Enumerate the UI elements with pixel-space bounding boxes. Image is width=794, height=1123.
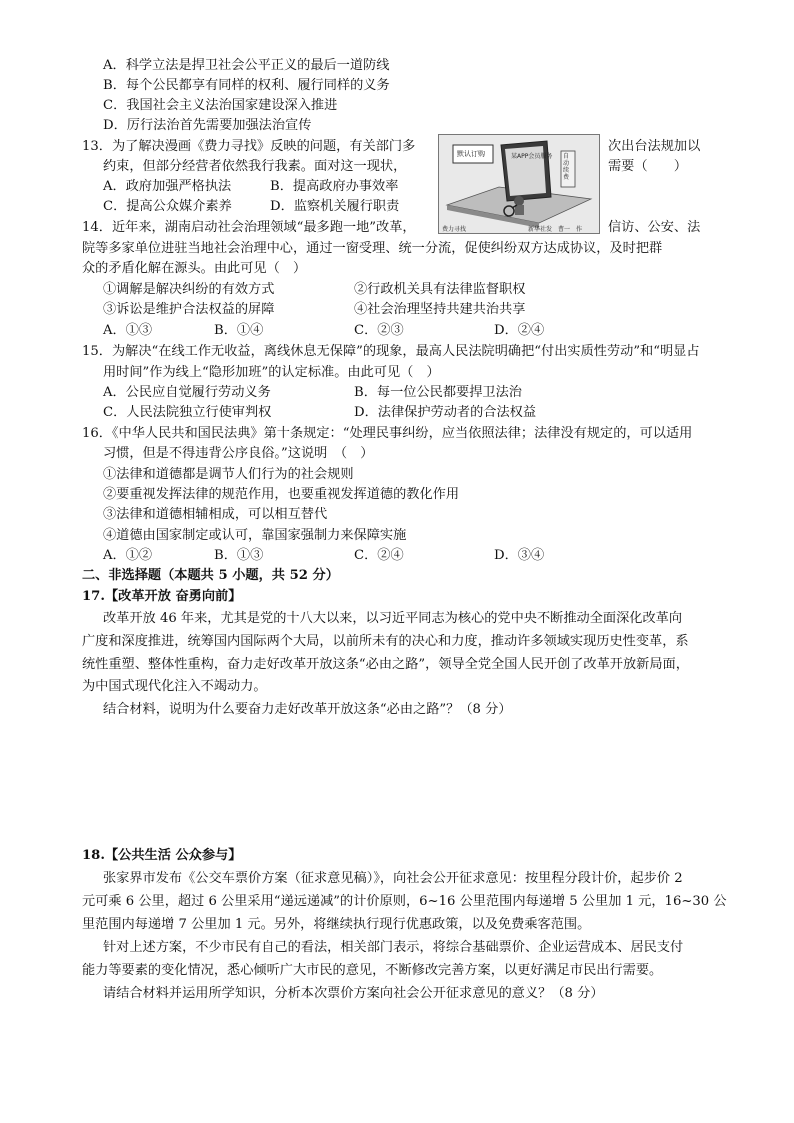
q14-stem-line3: 众的矛盾化解在源头。由此可见（ ） [82,261,307,276]
q17-paragraph-line1: 改革开放 46 年来，尤其是党的十八大以来，以习近平同志为核心的党中央不断推动全面深化改革向 [103,611,683,626]
section-heading-nonchoice: 二、非选择题（本题共 5 小题，共 52 分） [82,568,339,583]
q16-stem-line1: 16．《中华人民共和国民法典》第十条规定：“处理民事纠纷，应当依照法律；法律没有规定的，可以适用 [82,426,693,441]
q17-paragraph-line3: 统性重塑、整体性重构，奋力走好改革开放这条“必由之路”，领导全党全国人民开创了改革开放新局面， [82,657,689,672]
q18-title: 18.【公共生活 公众参与】 [82,848,242,863]
q18-paragraph-line5: 能力等要素的变化情况，悉心倾听广大市民的意见，不断修改完善方案，以更好满足市民出行需要。 [82,963,663,978]
q17-paragraph-line4: 为中国式现代化注入不竭动力。 [82,679,267,694]
q18-question: 请结合材料并运用所学知识，分析本次票价方案向社会公开征求意见的意义？（8 分） [103,986,604,1001]
q13-option-a: A．政府加强严格执法 [103,179,232,194]
q16-option-b: B．①③ [214,548,264,563]
q17-title: 17.【改革开放 奋勇向前】 [82,589,242,604]
q16-statement-3: ③法律和道德相辅相成，可以相互替代 [103,507,328,522]
cartoon-caption-title: 费力寻找 [442,226,467,233]
q15-stem-line2: 用时间”作为线上“隐形加班”的认定标准。由此可见（ ） [103,365,440,380]
q13-option-b: B．提高政府办事效率 [270,179,399,194]
q16-statement-4: ④道德由国家制定或认可，靠国家强制力来保障实施 [103,528,407,543]
q15-stem-line1: 15．为解决“在线工作无收益，离线休息无保障”的现象，最高人民法院明确把“付出实质性劳动”和“明显占 [82,344,700,359]
q13-option-d: D．监察机关履行职责 [270,199,400,214]
q14-statement-1: ①调解是解决纠纷的有效方式 [103,282,275,297]
q18-paragraph-line3: 里范围内每递增 7 公里加 1 元。另外，将继续执行现行优惠政策，以及免费乘客范围。 [82,917,591,932]
q13-stem-line1-right: 次出台法规加以 [608,139,701,154]
q18-paragraph-line2: 元可乘 6 公里，超过 6 公里采用“递远递减”的计价原则，6~16 公里范围内每递增 5 公里加 1 元，16~30 公 [82,894,727,909]
q18-paragraph-line1: 张家界市发布《公交车票价方案（征求意见稿）》，向社会公开征求意见：按里程分段计价，起步价 2 [103,871,683,886]
q14-stem-line1: 14．近年来，湖南启动社会治理领域“最多跑一地”改革， [82,220,416,235]
q14-statement-3: ③诉讼是维护合法权益的屏障 [103,302,275,317]
cartoon-card-text: 某APP会员服务 [511,153,553,160]
q14-option-b: B．①④ [214,323,264,338]
q16-stem-line2: 习惯，但是不得违背公序良俗。”这说明 （ ） [103,446,374,461]
q16-option-d: D．③④ [494,548,545,563]
q15-option-a: A．公民应自觉履行劳动义务 [103,385,271,400]
q16-option-c: C．②④ [354,548,404,563]
q15-option-b: B．每一位公民都要捍卫法治 [354,385,522,400]
cartoon-caption-credit: 新华社发 曹一 作 [528,226,583,233]
q12-option-c: C．我国社会主义法治国家建设深入推进 [103,98,338,113]
q16-option-a: A．①② [103,548,153,563]
q13-stem-line2: 约束，但部分经营者依然我行我素。面对这一现状， [103,159,407,174]
q12-option-d: D．厉行法治首先需要加强法治宣传 [103,118,312,133]
q13-option-c: C．提高公众媒介素养 [103,199,232,214]
q12-option-a: A．科学立法是捍卫社会公平正义的最后一道防线 [103,58,390,73]
q14-option-a: A．①③ [103,323,153,338]
q14-stem-line1-right: 信访、公安、法 [608,220,701,235]
q14-option-d: D．②④ [494,323,545,338]
q15-option-d: D．法律保护劳动者的合法权益 [354,405,537,420]
q17-question: 结合材料，说明为什么要奋力走好改革开放这条“必由之路”？（8 分） [103,702,512,717]
q14-stem-line2: 院等多家单位进驻当地社会治理中心，通过一窗受理、统一分流，促使纠纷双方达成协议，及时把群 [82,241,663,256]
q12-option-b: B．每个公民都享有同样的权利、履行同样的义务 [103,78,390,93]
q14-statement-4: ④社会治理坚持共建共治共享 [354,302,526,317]
q13-stem-line2-right: 需要（ ） [608,159,688,174]
q15-option-c: C．人民法院独立行使审判权 [103,405,272,420]
cartoon-side-text: 自动续费 [563,153,570,181]
q17-paragraph-line2: 广度和深度推进，统筹国内国际两个大局，以前所未有的决心和力度，推动许多领域实现历史性变革，系 [82,634,689,649]
q16-statement-2: ②要重视发挥法律的规范作用，也要重视发挥道德的教化作用 [103,487,460,502]
q14-statement-2: ②行政机关具有法律监督职权 [354,282,526,297]
cartoon-figure [438,134,600,234]
q18-paragraph-line4: 针对上述方案，不少市民有自己的看法，相关部门表示，将综合基础票价、企业运营成本、居民支付 [103,940,684,955]
q14-option-c: C．②③ [354,323,404,338]
q13-stem-line1: 13．为了解决漫画《费力寻找》反映的问题，有关部门多 [82,139,416,154]
q16-statement-1: ①法律和道德都是调节人们行为的社会规则 [103,467,354,482]
cartoon-sign-text: 默认订购 [457,150,485,158]
